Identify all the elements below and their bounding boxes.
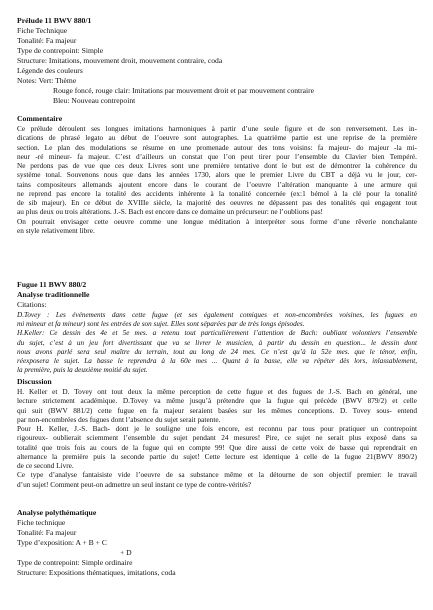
poly-heading: Analyse polythématique bbox=[17, 508, 97, 517]
discussion-line: Pour H. Keller, J.-S. Bach- dont je le souligne une fois encore, est reconnu par tous pour pratiquer un contrepoint bbox=[17, 424, 417, 433]
poly-exposition: Type d’exposition: A + B + C bbox=[17, 538, 107, 548]
quote-line: du sujet, c’est à un jeu fort divertissant que va se livrer le musicien, à partir du dessin en question... le dessin dont bbox=[17, 338, 417, 347]
commentaire-section bbox=[17, 114, 417, 235]
discussion-line: alternance la première puis la seconde partie du sujet! Cette lecture est identique à celle de la fugue 21(BWV 890/2) bbox=[17, 451, 417, 461]
prelude-notes-rouge: Rouge foncé, rouge clair: Imitations par mouvement droit et par mouvement contraire bbox=[53, 86, 315, 96]
discussion-line: rigoureux- oublierait sciemment l’ensemble du sujet pendant 24 mesures! Pire, ce sujet ne serait plus exposé dans sa bbox=[17, 433, 417, 443]
prelude-title: Prélude 11 BWV 880/1 bbox=[17, 16, 92, 25]
analyse-heading: Analyse traditionnelle bbox=[17, 290, 90, 299]
commentaire-line: neur -ré mineur- fa majeur. C’est d’ailleurs un constat que l’on peut tirer pour l’ensemble du Clavier bien Tempéré. bbox=[17, 151, 417, 161]
poly-tonalite: Tonalité: Fa majeur bbox=[17, 528, 77, 538]
quote-line: réexposera le sujet. La basse le reprendra à la 60e mes ... Quant à la basse, elle va répéter dès lors, inlassablement, bbox=[17, 357, 417, 366]
citations-quotes bbox=[17, 311, 417, 375]
discussion-line: H. Keller et D. Tovey ont tout deux la même perception de cette fugue et des fugues de J.-S. Bach en général, une bbox=[17, 387, 417, 396]
fugue-title: Fugue 11 BWV 880/2 bbox=[17, 280, 87, 289]
quote-line: H.Keller: Ce dessin des 4e et 5e mes. a retenu tout particulièrement l’attention de Bach: oubliant volontiers l’ensemble bbox=[17, 329, 417, 338]
discussion-line: qui suit (BWV 881/2) cette fugue en fa majeur seraient basées sur les mêmes conceptions. D. Tovey sous- entend bbox=[17, 405, 417, 415]
commentaire-line: Ce prélude déroulent ses longues imitations harmoniques à partir d’une seule figure et de son renversement. Les in- bbox=[17, 124, 417, 133]
prelude-legende: Légende des couleurs bbox=[17, 66, 83, 76]
poly-contrepoint: Type de contrepoint: Simple ordinaire bbox=[17, 558, 133, 568]
commentaire-line: en style relativement libre. bbox=[17, 225, 95, 235]
poly-exposition-d: + D bbox=[120, 548, 132, 558]
commentaire-line: tains compositeurs allemands ajoutent encore dans le courant de l’oeuvre l’altération manquante à une armure qui bbox=[17, 179, 417, 189]
discussion-line: par non-encombrées des fugues dont l’absence du sujet serait patente. bbox=[17, 414, 221, 424]
discussion-line: d’un sujet! Comment peut-on admettre un seul instant ce type de contre-vérités? bbox=[17, 479, 252, 489]
commentaire-line: ne reprend pas encore la totalité des accidents inhérente à la tonalité concernée (ex:1 bémol à la clé pour la tonalité bbox=[17, 188, 417, 198]
commentaire-line: Ne perdons pas de vue que ces deux Livres sont une première tentative dont le but est de démontrer la cohérence du bbox=[17, 161, 417, 170]
prelude-contrepoint: Type de contrepoint: Simple bbox=[17, 46, 104, 56]
citations-label: Citations: bbox=[17, 300, 47, 309]
prelude-tonalite: Tonalité: Fa majeur bbox=[17, 36, 77, 46]
prelude-fiche: Fiche Technique bbox=[17, 26, 68, 35]
prelude-notes-vert: Notes: Vert: Thème bbox=[17, 76, 77, 86]
commentaire-line: section. Le plan des modulations se résume en une promenade autour des tons voisins: fa majeur- do majeur -la mi- bbox=[17, 142, 417, 152]
discussion-line: lecture strictement académique. D.Tovey va même jusqu’à prétendre que la fugue qui précède (BWV 879/2) et celle bbox=[17, 396, 417, 406]
quote-line: mi mineur et fa mineur) sont les entrées de son sujet. Elles sont séparées par de très longs épisodes. bbox=[17, 320, 305, 329]
discussion-heading: Discussion bbox=[17, 377, 52, 386]
discussion-section bbox=[17, 377, 417, 489]
quote-line: nous avons parlé sera seul maître du terrain, tout au long de 24 mes. Ce n’est qu’à la 52e mes. que le ténor, enfin, bbox=[17, 347, 417, 356]
poly-structure: Structure: Expositions thématiques, imitations, coda bbox=[17, 568, 176, 578]
fugue-section bbox=[17, 280, 417, 310]
commentaire-line: système tonal. Souvenons nous que dans les années 1730, alors que le premier Livre du CBT a déjà vu le jour, cer- bbox=[17, 170, 417, 180]
discussion-line: de ce second Livre. bbox=[17, 461, 74, 470]
prelude-structure: Structure: Imitations, mouvement droit, mouvement contraire, coda bbox=[17, 56, 223, 66]
commentaire-line: de sib majeur). En ce début de XVIIIe siècle, la majorité des oeuvres ne dépassent pas des tonalités qui engagent tout bbox=[17, 198, 417, 207]
prelude-notes-bleu: Bleu: Nouveau contrepoint bbox=[53, 96, 136, 106]
quote-line: D.Tovey : Les événements dans cette fugue (et ses également comiques et non-encombrées voisines, les fugues en bbox=[17, 311, 417, 319]
commentaire-line: On pourrait envisager cette oeuvre comme une longue méditation à interpréter sous forme d’une rêverie nonchalante bbox=[17, 216, 417, 226]
commentaire-line: au plus deux ou trois altérations. J.-S. Bach est encore dans ce domaine un précurseur: ne l’oublions pas! bbox=[17, 207, 323, 217]
prelude-section bbox=[17, 16, 417, 106]
quote-line: la première, puis la deuxième moitié du sujet. bbox=[17, 366, 148, 375]
polythematique-section bbox=[17, 508, 417, 578]
poly-fiche: Fiche technique bbox=[17, 518, 66, 527]
discussion-line: Ce type d’analyse fantaisiste vide l’oeuvre de sa substance même et la détourne de son objectif premier: le travail bbox=[17, 470, 417, 480]
commentaire-heading: Commentaire bbox=[17, 114, 63, 123]
commentaire-line: dications de phrasé legato au début de l’oeuvre sont autographes. La quatrième partie est une reprise de la première bbox=[17, 133, 417, 143]
discussion-line: totalité que trois fois au cours de la fugue qui en compte 99! Que dire aussi de cette voix de basse qui reprendrait en bbox=[17, 442, 417, 452]
